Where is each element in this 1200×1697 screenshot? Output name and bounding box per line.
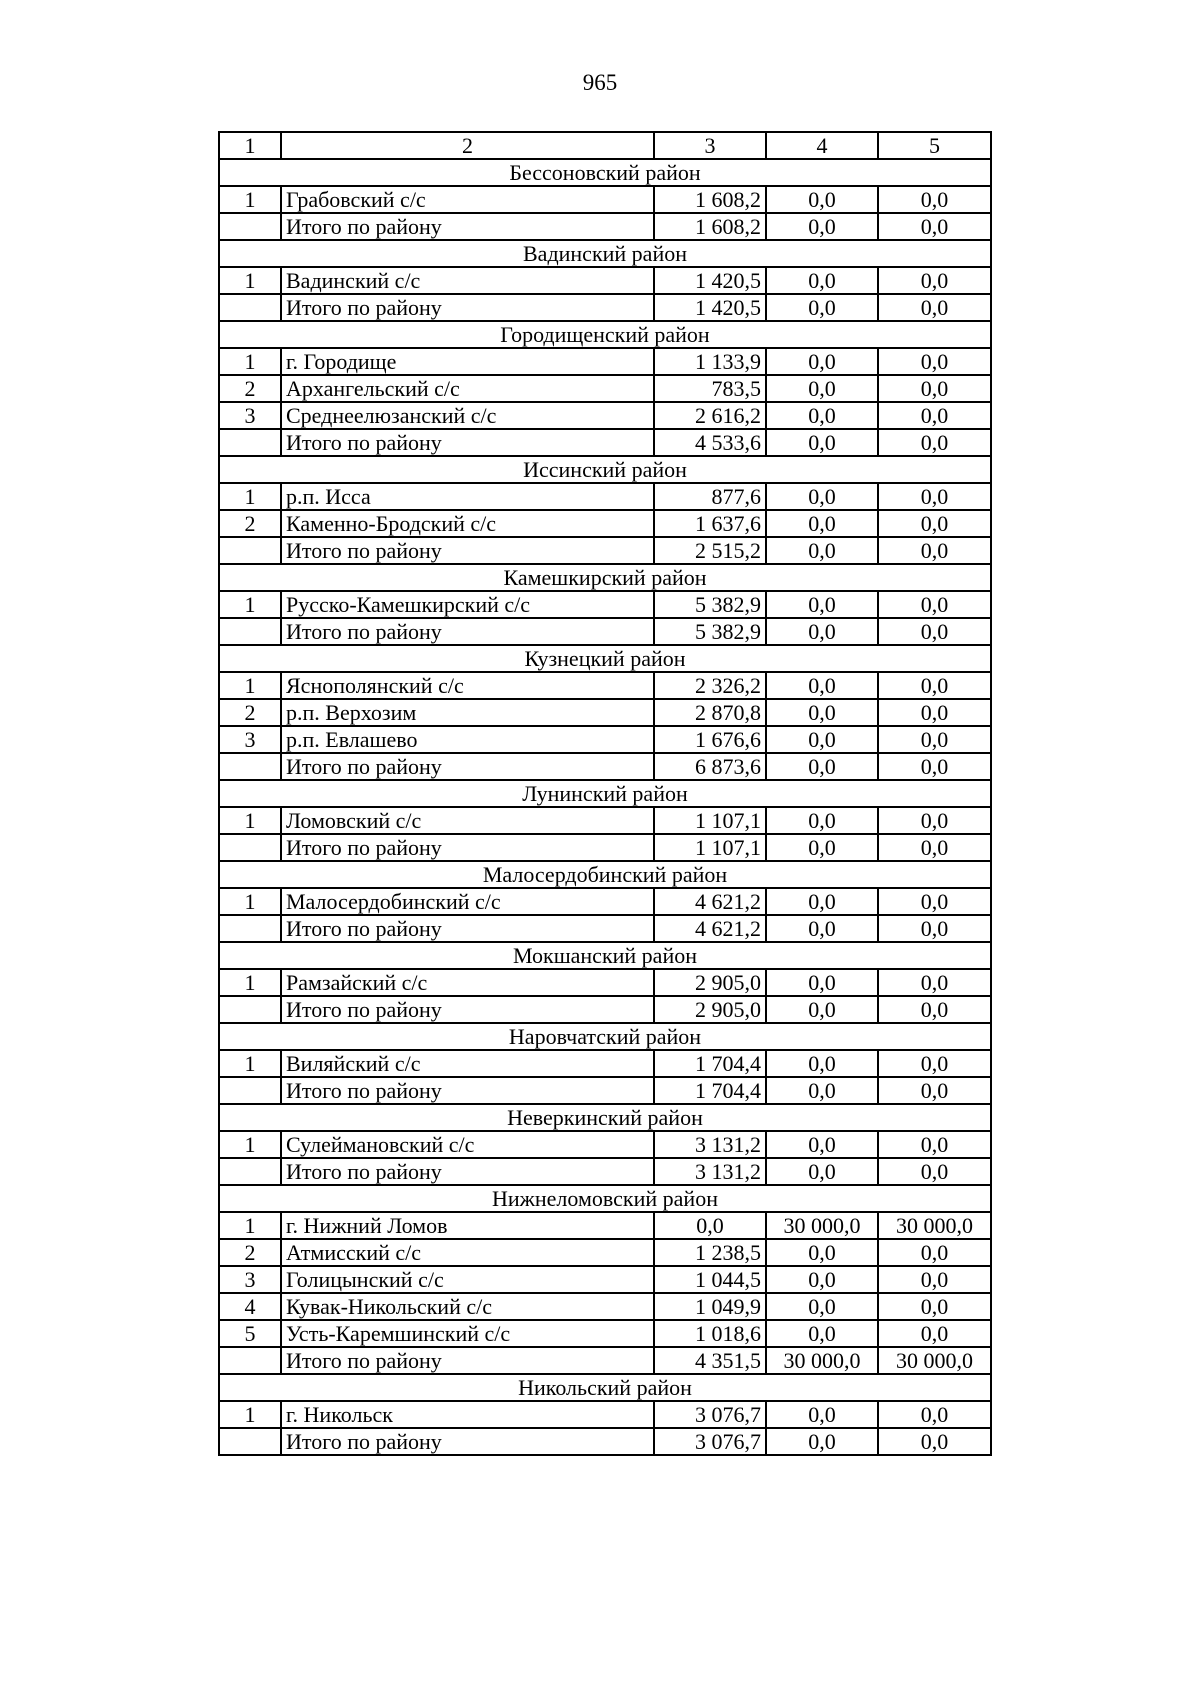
row-number: 1: [219, 807, 281, 834]
value-col-4: 0,0: [766, 429, 878, 456]
row-number: [219, 1428, 281, 1455]
settlement-name: Среднеелюзанский с/с: [281, 402, 654, 429]
value-col-4: 0,0: [766, 591, 878, 618]
value-col-4: 0,0: [766, 1158, 878, 1185]
value-col-4: 0,0: [766, 888, 878, 915]
district-row: [219, 1104, 991, 1131]
table-row: [219, 1266, 991, 1293]
district-row: [219, 1185, 991, 1212]
value-col-5: 30 000,0: [878, 1347, 991, 1374]
value-col-3: 1 637,6: [654, 510, 766, 537]
value-col-4: 0,0: [766, 294, 878, 321]
value-col-3: 2 905,0: [654, 969, 766, 996]
value-col-4: 0,0: [766, 267, 878, 294]
value-col-3: 2 905,0: [654, 996, 766, 1023]
value-col-3: 1 018,6: [654, 1320, 766, 1347]
total-row: [219, 996, 991, 1023]
value-col-4: 0,0: [766, 348, 878, 375]
district-row: [219, 1374, 991, 1401]
settlement-name: г. Нижний Ломов: [281, 1212, 654, 1239]
value-col-3: 4 351,5: [654, 1347, 766, 1374]
value-col-4: 30 000,0: [766, 1347, 878, 1374]
row-number: 2: [219, 1239, 281, 1266]
value-col-5: 0,0: [878, 402, 991, 429]
district-name: Бессоновский район: [219, 159, 991, 186]
row-number: [219, 429, 281, 456]
row-number: 1: [219, 1050, 281, 1077]
value-col-3: 3 131,2: [654, 1158, 766, 1185]
value-col-4: 0,0: [766, 969, 878, 996]
value-col-5: 30 000,0: [878, 1212, 991, 1239]
value-col-4: 0,0: [766, 618, 878, 645]
value-col-4: 0,0: [766, 402, 878, 429]
value-col-3: 4 621,2: [654, 915, 766, 942]
district-name: Лунинский район: [219, 780, 991, 807]
total-row: [219, 294, 991, 321]
value-col-3: 1 238,5: [654, 1239, 766, 1266]
settlement-name: р.п. Исса: [281, 483, 654, 510]
value-col-5: 0,0: [878, 915, 991, 942]
value-col-3: 2 616,2: [654, 402, 766, 429]
district-name: Нижнеломовский район: [219, 1185, 991, 1212]
district-name: Наровчатский район: [219, 1023, 991, 1050]
value-col-5: 0,0: [878, 1131, 991, 1158]
settlement-name: Архангельский с/с: [281, 375, 654, 402]
value-col-4: 0,0: [766, 1050, 878, 1077]
district-row: [219, 645, 991, 672]
value-col-3: 3 131,2: [654, 1131, 766, 1158]
header-cell-3: 3: [654, 132, 766, 159]
value-col-3: 783,5: [654, 375, 766, 402]
value-col-3: 1 049,9: [654, 1293, 766, 1320]
value-col-4: 0,0: [766, 726, 878, 753]
table-row: [219, 1050, 991, 1077]
value-col-3: 5 382,9: [654, 591, 766, 618]
value-col-4: 0,0: [766, 186, 878, 213]
district-name: Иссинский район: [219, 456, 991, 483]
row-number: 2: [219, 699, 281, 726]
district-name: Мокшанский район: [219, 942, 991, 969]
row-number: 2: [219, 375, 281, 402]
value-col-4: 30 000,0: [766, 1212, 878, 1239]
settlement-name: Малосердобинский с/с: [281, 888, 654, 915]
settlement-name: Кувак-Никольский с/с: [281, 1293, 654, 1320]
table-row: [219, 1401, 991, 1428]
row-number: [219, 618, 281, 645]
settlement-name: Итого по району: [281, 834, 654, 861]
row-number: [219, 294, 281, 321]
value-col-5: 0,0: [878, 1401, 991, 1428]
settlement-name: Итого по району: [281, 1077, 654, 1104]
district-name: Малосердобинский район: [219, 861, 991, 888]
value-col-5: 0,0: [878, 1158, 991, 1185]
value-col-3: 6 873,6: [654, 753, 766, 780]
row-number: 5: [219, 1320, 281, 1347]
header-cell-2: 2: [281, 132, 654, 159]
row-number: 1: [219, 1212, 281, 1239]
district-row: [219, 240, 991, 267]
table-row: [219, 375, 991, 402]
value-col-4: 0,0: [766, 537, 878, 564]
value-col-5: 0,0: [878, 213, 991, 240]
settlement-name: Итого по району: [281, 618, 654, 645]
value-col-5: 0,0: [878, 429, 991, 456]
row-number: [219, 537, 281, 564]
settlement-name: Рамзайский с/с: [281, 969, 654, 996]
value-col-3: 1 420,5: [654, 267, 766, 294]
value-col-3: 1 704,4: [654, 1077, 766, 1104]
table-row: [219, 591, 991, 618]
value-col-3: 1 704,4: [654, 1050, 766, 1077]
row-number: [219, 1077, 281, 1104]
value-col-4: 0,0: [766, 510, 878, 537]
value-col-4: 0,0: [766, 672, 878, 699]
row-number: 1: [219, 888, 281, 915]
row-number: [219, 1347, 281, 1374]
district-row: [219, 780, 991, 807]
table-row: [219, 1320, 991, 1347]
value-col-5: 0,0: [878, 1050, 991, 1077]
settlement-name: Вадинский с/с: [281, 267, 654, 294]
table-row: [219, 186, 991, 213]
row-number: 1: [219, 1401, 281, 1428]
district-name: Городищенский район: [219, 321, 991, 348]
value-col-5: 0,0: [878, 672, 991, 699]
value-col-4: 0,0: [766, 807, 878, 834]
row-number: 1: [219, 267, 281, 294]
header-cell-5: 5: [878, 132, 991, 159]
row-number: [219, 213, 281, 240]
district-row: [219, 159, 991, 186]
value-col-5: 0,0: [878, 1077, 991, 1104]
value-col-4: 0,0: [766, 996, 878, 1023]
value-col-4: 0,0: [766, 1266, 878, 1293]
value-col-5: 0,0: [878, 267, 991, 294]
table-row: [219, 402, 991, 429]
settlement-name: Итого по району: [281, 213, 654, 240]
header-row: [219, 132, 991, 159]
total-row: [219, 429, 991, 456]
value-col-5: 0,0: [878, 1293, 991, 1320]
total-row: [219, 834, 991, 861]
table-row: [219, 726, 991, 753]
value-col-3: 3 076,7: [654, 1401, 766, 1428]
value-col-5: 0,0: [878, 186, 991, 213]
value-col-3: 877,6: [654, 483, 766, 510]
table-row: [219, 1239, 991, 1266]
value-col-5: 0,0: [878, 294, 991, 321]
total-row: [219, 915, 991, 942]
value-col-3: 1 420,5: [654, 294, 766, 321]
table-row: [219, 1293, 991, 1320]
row-number: 3: [219, 1266, 281, 1293]
district-row: [219, 456, 991, 483]
value-col-3: 1 044,5: [654, 1266, 766, 1293]
value-col-4: 0,0: [766, 834, 878, 861]
row-number: 1: [219, 591, 281, 618]
value-col-4: 0,0: [766, 753, 878, 780]
value-col-3: 2 515,2: [654, 537, 766, 564]
row-number: 1: [219, 348, 281, 375]
value-col-3: 1 608,2: [654, 213, 766, 240]
value-col-3: 3 076,7: [654, 1428, 766, 1455]
settlement-name: р.п. Верхозим: [281, 699, 654, 726]
row-number: 2: [219, 510, 281, 537]
value-col-5: 0,0: [878, 618, 991, 645]
value-col-5: 0,0: [878, 483, 991, 510]
settlement-name: р.п. Евлашево: [281, 726, 654, 753]
table-row: [219, 510, 991, 537]
total-row: [219, 537, 991, 564]
settlement-name: Итого по району: [281, 1347, 654, 1374]
row-number: 3: [219, 402, 281, 429]
table-row: [219, 888, 991, 915]
total-row: [219, 1077, 991, 1104]
page-number: 965: [582, 70, 618, 95]
value-col-3: 5 382,9: [654, 618, 766, 645]
settlement-name: Итого по району: [281, 915, 654, 942]
table-row: [219, 267, 991, 294]
value-col-5: 0,0: [878, 510, 991, 537]
settlement-name: Русско-Камешкирский с/с: [281, 591, 654, 618]
row-number: 1: [219, 1131, 281, 1158]
value-col-5: 0,0: [878, 969, 991, 996]
settlement-name: Виляйский с/с: [281, 1050, 654, 1077]
value-col-3: 1 107,1: [654, 807, 766, 834]
total-row: [219, 618, 991, 645]
table-body: [219, 132, 991, 1455]
budget-table: [218, 131, 992, 1456]
value-col-5: 0,0: [878, 591, 991, 618]
value-col-4: 0,0: [766, 375, 878, 402]
header-cell-1: 1: [219, 132, 281, 159]
value-col-5: 0,0: [878, 807, 991, 834]
value-col-3: 1 608,2: [654, 186, 766, 213]
value-col-4: 0,0: [766, 1077, 878, 1104]
table-row: [219, 672, 991, 699]
table-row: [219, 1131, 991, 1158]
row-number: 1: [219, 483, 281, 510]
value-col-3: 1 107,1: [654, 834, 766, 861]
settlement-name: Грабовский с/с: [281, 186, 654, 213]
value-col-5: 0,0: [878, 1320, 991, 1347]
settlement-name: Итого по району: [281, 294, 654, 321]
district-name: Камешкирский район: [219, 564, 991, 591]
district-name: Вадинский район: [219, 240, 991, 267]
district-row: [219, 942, 991, 969]
value-col-3: 2 326,2: [654, 672, 766, 699]
value-col-5: 0,0: [878, 537, 991, 564]
row-number: [219, 753, 281, 780]
value-col-5: 0,0: [878, 1266, 991, 1293]
settlement-name: Сулеймановский с/с: [281, 1131, 654, 1158]
settlement-name: Яснополянский с/с: [281, 672, 654, 699]
value-col-4: 0,0: [766, 1293, 878, 1320]
district-name: Неверкинский район: [219, 1104, 991, 1131]
value-col-3: 2 870,8: [654, 699, 766, 726]
value-col-3: 1 133,9: [654, 348, 766, 375]
row-number: [219, 1158, 281, 1185]
settlement-name: Каменно-Бродский с/с: [281, 510, 654, 537]
value-col-3: 1 676,6: [654, 726, 766, 753]
value-col-3: 0,0: [654, 1212, 766, 1239]
total-row: [219, 213, 991, 240]
value-col-5: 0,0: [878, 1428, 991, 1455]
district-name: Никольский район: [219, 1374, 991, 1401]
settlement-name: Голицынский с/с: [281, 1266, 654, 1293]
value-col-5: 0,0: [878, 1239, 991, 1266]
settlement-name: Итого по району: [281, 996, 654, 1023]
value-col-5: 0,0: [878, 834, 991, 861]
row-number: 3: [219, 726, 281, 753]
district-row: [219, 1023, 991, 1050]
settlement-name: г. Никольск: [281, 1401, 654, 1428]
district-row: [219, 861, 991, 888]
settlement-name: Ломовский с/с: [281, 807, 654, 834]
value-col-3: 4 533,6: [654, 429, 766, 456]
settlement-name: Итого по району: [281, 1158, 654, 1185]
table-row: [219, 483, 991, 510]
total-row: [219, 1428, 991, 1455]
value-col-4: 0,0: [766, 1131, 878, 1158]
value-col-5: 0,0: [878, 753, 991, 780]
settlement-name: Итого по району: [281, 429, 654, 456]
value-col-4: 0,0: [766, 699, 878, 726]
value-col-5: 0,0: [878, 375, 991, 402]
total-row: [219, 1347, 991, 1374]
total-row: [219, 1158, 991, 1185]
settlement-name: Итого по району: [281, 537, 654, 564]
value-col-5: 0,0: [878, 888, 991, 915]
settlement-name: Итого по району: [281, 753, 654, 780]
value-col-5: 0,0: [878, 348, 991, 375]
settlement-name: Атмисский с/с: [281, 1239, 654, 1266]
value-col-4: 0,0: [766, 483, 878, 510]
value-col-4: 0,0: [766, 1428, 878, 1455]
value-col-5: 0,0: [878, 726, 991, 753]
table-row: [219, 807, 991, 834]
table-row: [219, 1212, 991, 1239]
value-col-5: 0,0: [878, 996, 991, 1023]
table-row: [219, 699, 991, 726]
value-col-4: 0,0: [766, 1239, 878, 1266]
value-col-4: 0,0: [766, 915, 878, 942]
table-row: [219, 969, 991, 996]
settlement-name: Итого по району: [281, 1428, 654, 1455]
value-col-3: 4 621,2: [654, 888, 766, 915]
row-number: 1: [219, 186, 281, 213]
value-col-4: 0,0: [766, 1401, 878, 1428]
value-col-4: 0,0: [766, 1320, 878, 1347]
row-number: [219, 915, 281, 942]
row-number: 1: [219, 672, 281, 699]
row-number: [219, 834, 281, 861]
value-col-5: 0,0: [878, 699, 991, 726]
row-number: 1: [219, 969, 281, 996]
district-row: [219, 564, 991, 591]
row-number: 4: [219, 1293, 281, 1320]
row-number: [219, 996, 281, 1023]
settlement-name: Усть-Каремшинский с/с: [281, 1320, 654, 1347]
table-row: [219, 348, 991, 375]
value-col-4: 0,0: [766, 213, 878, 240]
total-row: [219, 753, 991, 780]
district-row: [219, 321, 991, 348]
district-name: Кузнецкий район: [219, 645, 991, 672]
header-cell-4: 4: [766, 132, 878, 159]
settlement-name: г. Городище: [281, 348, 654, 375]
